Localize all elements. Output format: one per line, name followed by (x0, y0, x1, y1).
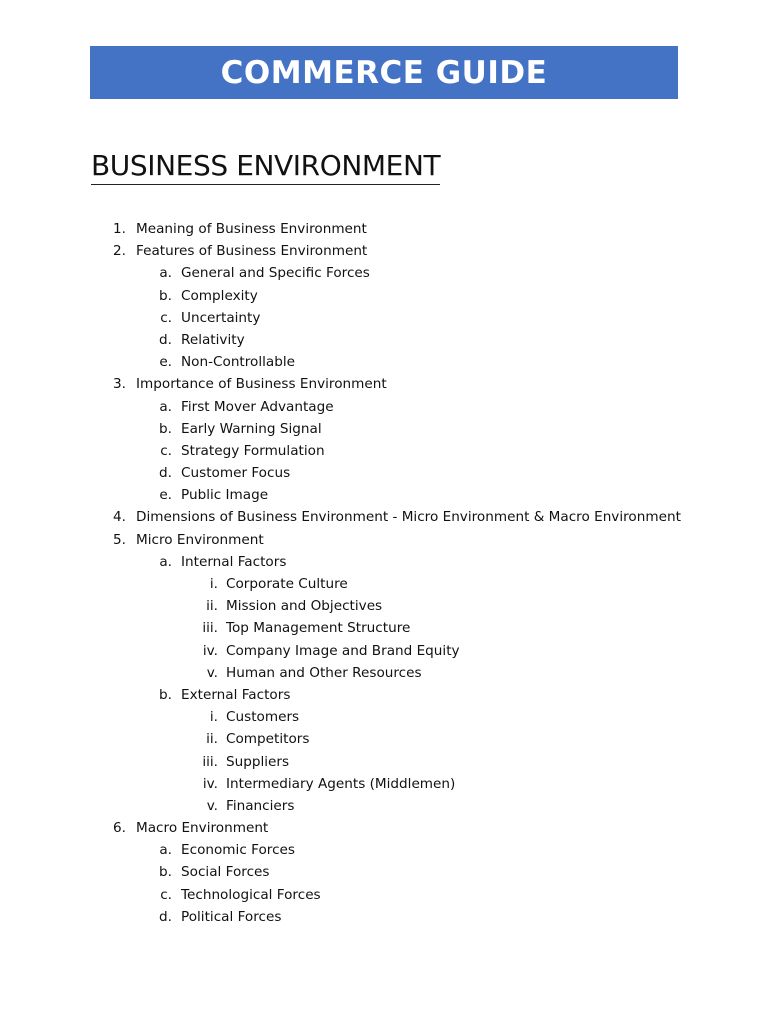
outline-item (0, 240, 768, 262)
outline-item-marker: 5. (113, 531, 126, 548)
outline-item-text: Social Forces (181, 864, 270, 881)
outline-item-marker: ii. (206, 731, 218, 748)
outline-item (0, 773, 768, 795)
outline-item (0, 662, 768, 684)
outline-item-marker: i. (209, 709, 218, 726)
outline-item-marker: a. (159, 842, 172, 859)
outline-item-marker: b. (159, 686, 172, 703)
outline-item-text: Uncertainty (181, 309, 261, 326)
outline-item-marker: iv. (202, 642, 218, 659)
outline-item (0, 218, 768, 240)
outline-item-marker: d. (159, 908, 172, 925)
outline-item-marker: e. (159, 487, 172, 504)
outline-item (0, 529, 768, 551)
outline-item-text: Macro Environment (136, 820, 269, 837)
outline-item-text: Importance of Business Environment (136, 376, 387, 393)
outline-item-text: Competitors (226, 731, 310, 748)
outline-item (0, 373, 768, 395)
outline-item-marker: d. (159, 331, 172, 348)
outline-item (0, 506, 768, 528)
header-banner (90, 46, 678, 99)
outline-item-text: Technological Forces (181, 886, 321, 903)
outline-item-text: Relativity (181, 331, 245, 348)
outline-item-marker: 2. (113, 243, 126, 260)
outline-item-marker: b. (159, 287, 172, 304)
outline-item (0, 307, 768, 329)
outline-item-text: Economic Forces (181, 842, 295, 859)
outline-item (0, 595, 768, 617)
outline-item-text: Suppliers (226, 753, 290, 770)
outline-item-text: Customers (226, 709, 300, 726)
outline-item-text: Features of Business Environment (136, 243, 368, 260)
banner-title: COMMERCE GUIDE (220, 54, 548, 91)
outline-item (0, 617, 768, 639)
outline-item-text: First Mover Advantage (181, 398, 334, 415)
outline-item-marker: v. (206, 664, 218, 681)
outline-item (0, 418, 768, 440)
outline-item-marker: i. (209, 576, 218, 592)
outline-item-text: Political Forces (181, 908, 282, 925)
outline-item-marker: 4. (113, 509, 126, 526)
outline-item-marker: c. (160, 309, 172, 326)
outline-item-marker: a. (159, 398, 172, 415)
outline-item-text: Company Image and Brand Equity (226, 642, 460, 659)
outline-item-marker: 6. (113, 820, 126, 837)
outline-item-marker: 1. (113, 221, 126, 237)
outline-item-text: Intermediary Agents (Middlemen) (226, 775, 456, 792)
outline-item (0, 329, 768, 351)
outline-item-marker: d. (159, 465, 172, 482)
outline-item-marker: iii. (202, 620, 218, 637)
outline-item (0, 751, 768, 773)
outline-item (0, 817, 768, 839)
outline-item-marker: b. (159, 864, 172, 881)
outline-item-text: Corporate Culture (226, 576, 348, 592)
outline-item (0, 440, 768, 462)
outline-item-marker: e. (159, 354, 172, 371)
outline-item-marker: iii. (202, 753, 218, 770)
outline-item (0, 884, 768, 906)
section-title: BUSINESS ENVIRONMENT (91, 149, 440, 185)
outline-item-text: Public Image (181, 487, 269, 504)
outline-item-text: Customer Focus (181, 465, 291, 482)
outline-item-text: Non-Controllable (181, 354, 296, 371)
outline-item (0, 462, 768, 484)
outline-item-marker: 3. (113, 376, 126, 393)
outline-item (0, 861, 768, 883)
outline-item (0, 484, 768, 506)
outline-item (0, 839, 768, 861)
outline-item (0, 706, 768, 728)
outline-item (0, 262, 768, 284)
outline-item-text: General and Specific Forces (181, 265, 370, 282)
outline-item (0, 684, 768, 706)
outline-item-marker: b. (159, 420, 172, 437)
outline-item-marker: a. (159, 265, 172, 282)
outline-item-marker: a. (159, 553, 172, 570)
outline-item (0, 351, 768, 373)
outline-item-text: Financiers (226, 797, 295, 814)
outline-item-marker: v. (206, 797, 218, 814)
outline-item (0, 396, 768, 418)
outline-list (0, 218, 768, 928)
outline-item-text: Strategy Formulation (181, 442, 325, 459)
outline-item (0, 728, 768, 750)
outline-item-marker: c. (160, 886, 172, 903)
outline-item-text: Internal Factors (181, 553, 287, 570)
outline-item-text: Complexity (181, 287, 258, 304)
outline-item (0, 640, 768, 662)
outline-item (0, 573, 768, 595)
outline-item-marker: c. (160, 442, 172, 459)
outline-item-text: Meaning of Business Environment (136, 221, 367, 237)
outline-item-marker: iv. (202, 775, 218, 792)
outline-item (0, 906, 768, 928)
outline-item-text: Dimensions of Business Environment - Micro Environment & Macro Environment (136, 509, 681, 526)
outline-item-text: Micro Environment (136, 531, 264, 548)
outline-item-text: Mission and Objectives (226, 598, 383, 615)
outline-item-text: Top Management Structure (226, 620, 411, 637)
outline-item-marker: ii. (206, 598, 218, 615)
outline-item-text: External Factors (181, 686, 291, 703)
outline-item (0, 551, 768, 573)
outline-item (0, 795, 768, 817)
outline-item (0, 285, 768, 307)
outline-item-text: Early Warning Signal (181, 420, 322, 437)
outline-item-text: Human and Other Resources (226, 664, 422, 681)
